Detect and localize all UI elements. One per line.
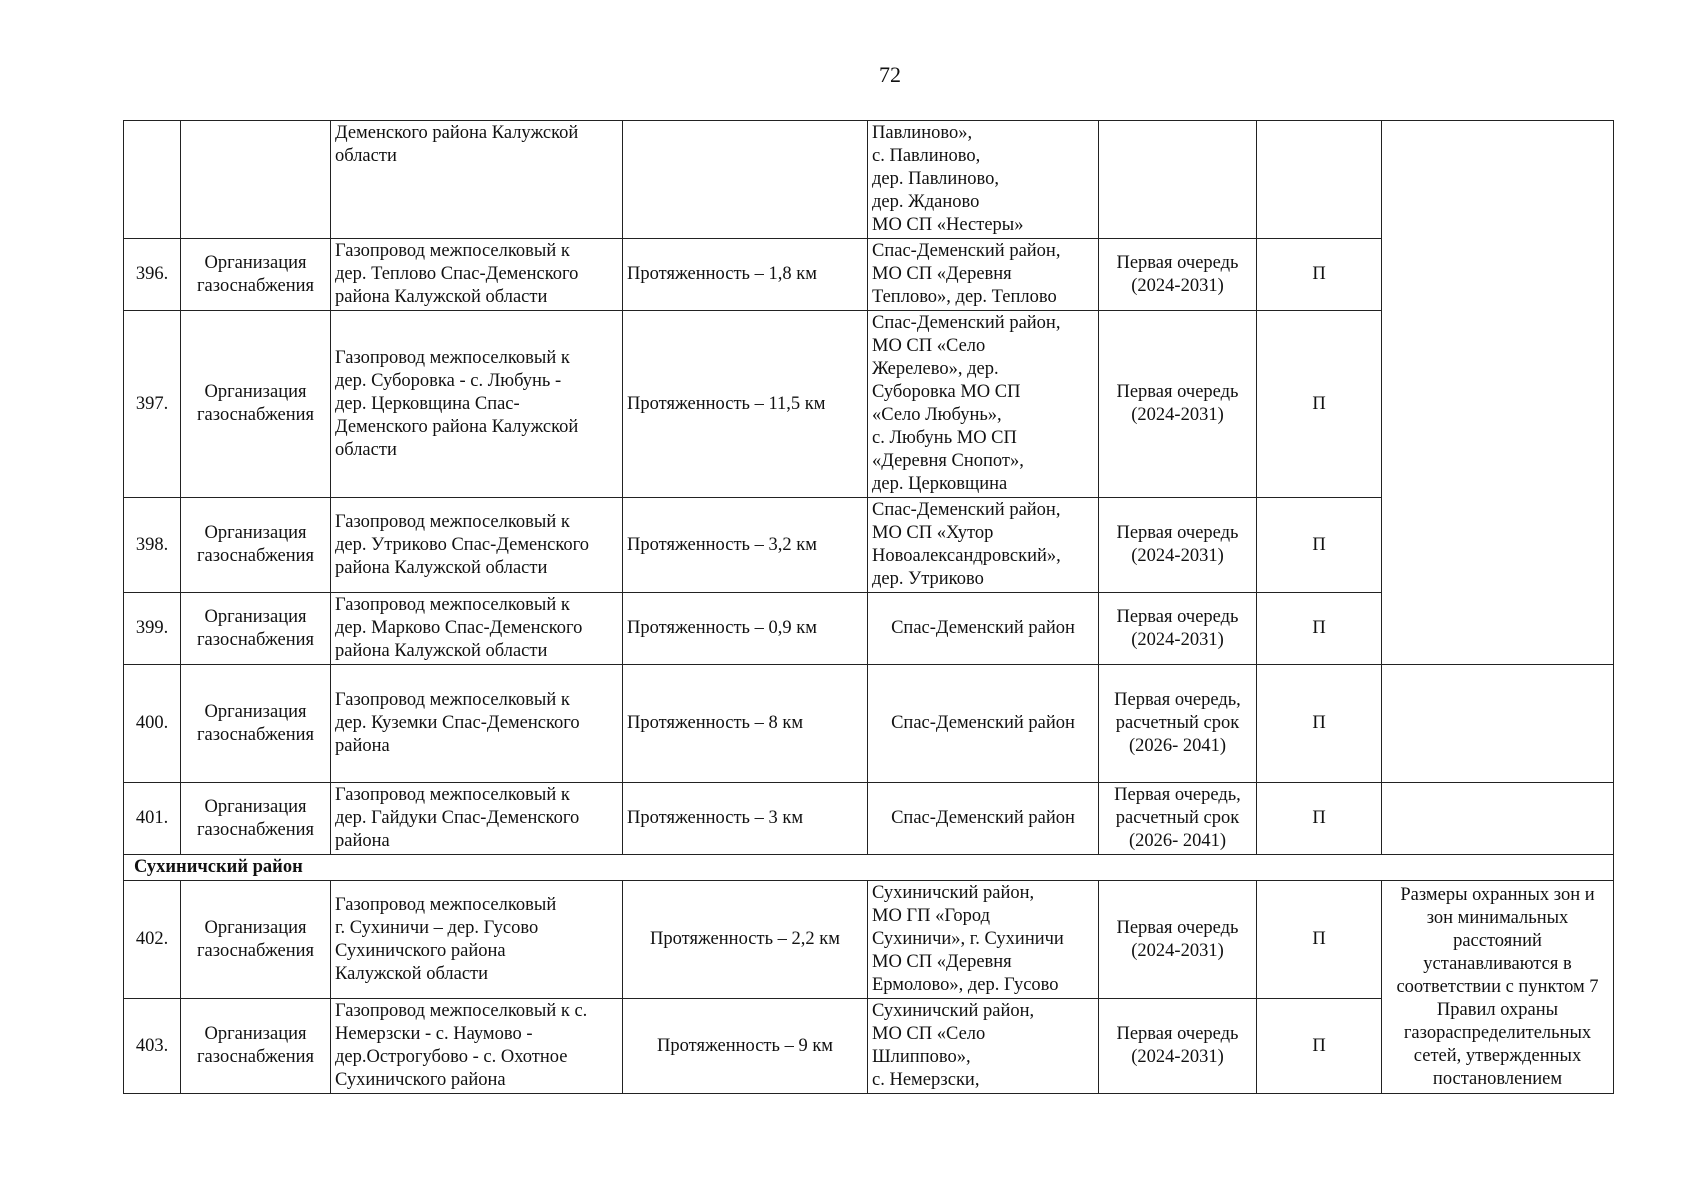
cell-name: Деменского района Калужской области xyxy=(331,121,623,239)
cell-num: 402. xyxy=(124,881,181,999)
cell-location: Спас-Деменский район, МО СП «Деревня Теплово», дер. Теплово xyxy=(868,239,1099,311)
cell-status: П xyxy=(1257,239,1382,311)
cell-type: Организация газоснабжения xyxy=(181,593,331,665)
table-row xyxy=(124,783,1614,855)
cell-location: Сухиничский район, МО СП «Село Шлиппово», с. Немерзски, xyxy=(868,999,1099,1094)
cell-name: Газопровод межпоселковый к дер. Куземки Спас-Деменского района xyxy=(331,665,623,783)
cell-type: Организация газоснабжения xyxy=(181,311,331,498)
cell-desc: Протяженность – 3 км xyxy=(623,783,868,855)
cell-zone-note: Размеры охранных зон и зон минимальных расстояний устанавливаются в соответствии с пунктом 7 Правил охраны газораспределительных сетей, утвержденных постановлением xyxy=(1382,881,1614,1094)
cell-name: Газопровод межпоселковый к дер. Утриково Спас-Деменского района Калужской области xyxy=(331,498,623,593)
cell-name: Газопровод межпоселковый к дер. Суборовка - с. Любунь - дер. Церковщина Спас- Деменского района Калужской области xyxy=(331,311,623,498)
cell-desc: Протяженность – 3,2 км xyxy=(623,498,868,593)
cell-stage: Первая очередь (2024-2031) xyxy=(1099,239,1257,311)
cell-num: 396. xyxy=(124,239,181,311)
cell-name: Газопровод межпоселковый г. Сухиничи – дер. Гусово Сухиничского района Калужской области xyxy=(331,881,623,999)
cell-desc: Протяженность – 0,9 км xyxy=(623,593,868,665)
table-body xyxy=(124,121,1614,1094)
cell-status: П xyxy=(1257,593,1382,665)
cell-stage: Первая очередь (2024-2031) xyxy=(1099,881,1257,999)
cell-location: Спас-Деменский район, МО СП «Хутор Новоалександровский», дер. Утриково xyxy=(868,498,1099,593)
cell-stage: Первая очередь (2024-2031) xyxy=(1099,311,1257,498)
cell-location: Спас-Деменский район xyxy=(868,593,1099,665)
cell-name: Газопровод межпоселковый к дер. Марково Спас-Деменского района Калужской области xyxy=(331,593,623,665)
cell-num: 399. xyxy=(124,593,181,665)
cell-desc: Протяженность – 2,2 км xyxy=(623,881,868,999)
cell-location: Сухиничский район, МО ГП «Город Сухиничи», г. Сухиничи МО СП «Деревня Ермолово», дер. Гусово xyxy=(868,881,1099,999)
table-row xyxy=(124,665,1614,783)
cell-type: Организация газоснабжения xyxy=(181,999,331,1094)
cell-location: Павлиново», с. Павлиново, дер. Павлиново, дер. Жданово МО СП «Нестеры» xyxy=(868,121,1099,239)
cell-zone-empty xyxy=(1382,121,1614,665)
table-row xyxy=(124,881,1614,999)
section-header-row xyxy=(124,855,1614,881)
cell-zone-empty xyxy=(1382,783,1614,855)
cell-location: Спас-Деменский район, МО СП «Село Жерелево», дер. Суборовка МО СП «Село Любунь», с. Любунь МО СП «Деревня Снопот», дер. Церковщина xyxy=(868,311,1099,498)
section-title: Сухиничский район xyxy=(124,855,1614,881)
cell-num: 403. xyxy=(124,999,181,1094)
register-table xyxy=(123,120,1614,1094)
cell-stage: Первая очередь (2024-2031) xyxy=(1099,498,1257,593)
cell-num: 401. xyxy=(124,783,181,855)
cell-stage: Первая очередь, расчетный срок (2026- 2041) xyxy=(1099,665,1257,783)
cell-location: Спас-Деменский район xyxy=(868,783,1099,855)
cell-status xyxy=(1257,121,1382,239)
cell-desc: Протяженность – 8 км xyxy=(623,665,868,783)
cell-type: Организация газоснабжения xyxy=(181,239,331,311)
cell-num xyxy=(124,121,181,239)
cell-location: Спас-Деменский район xyxy=(868,665,1099,783)
cell-type xyxy=(181,121,331,239)
cell-type: Организация газоснабжения xyxy=(181,665,331,783)
cell-num: 400. xyxy=(124,665,181,783)
table-row xyxy=(124,121,1614,239)
cell-num: 398. xyxy=(124,498,181,593)
cell-stage: Первая очередь (2024-2031) xyxy=(1099,593,1257,665)
cell-status: П xyxy=(1257,311,1382,498)
cell-name: Газопровод межпоселковый к дер. Гайдуки Спас-Деменского района xyxy=(331,783,623,855)
cell-stage: Первая очередь (2024-2031) xyxy=(1099,999,1257,1094)
cell-type: Организация газоснабжения xyxy=(181,783,331,855)
cell-desc xyxy=(623,121,868,239)
cell-desc: Протяженность – 9 км xyxy=(623,999,868,1094)
cell-name: Газопровод межпоселковый к дер. Теплово Спас-Деменского района Калужской области xyxy=(331,239,623,311)
page-number: 72 xyxy=(879,62,901,87)
cell-status: П xyxy=(1257,999,1382,1094)
cell-type: Организация газоснабжения xyxy=(181,498,331,593)
cell-desc: Протяженность – 11,5 км xyxy=(623,311,868,498)
cell-status: П xyxy=(1257,498,1382,593)
cell-stage: Первая очередь, расчетный срок (2026- 2041) xyxy=(1099,783,1257,855)
cell-name: Газопровод межпоселковый к с. Немерзски - с. Наумово - дер.Острогубово - с. Охотное Сухиничского района xyxy=(331,999,623,1094)
cell-desc: Протяженность – 1,8 км xyxy=(623,239,868,311)
cell-status: П xyxy=(1257,881,1382,999)
cell-status: П xyxy=(1257,783,1382,855)
cell-stage xyxy=(1099,121,1257,239)
cell-zone-empty xyxy=(1382,665,1614,783)
cell-type: Организация газоснабжения xyxy=(181,881,331,999)
cell-num: 397. xyxy=(124,311,181,498)
cell-status: П xyxy=(1257,665,1382,783)
